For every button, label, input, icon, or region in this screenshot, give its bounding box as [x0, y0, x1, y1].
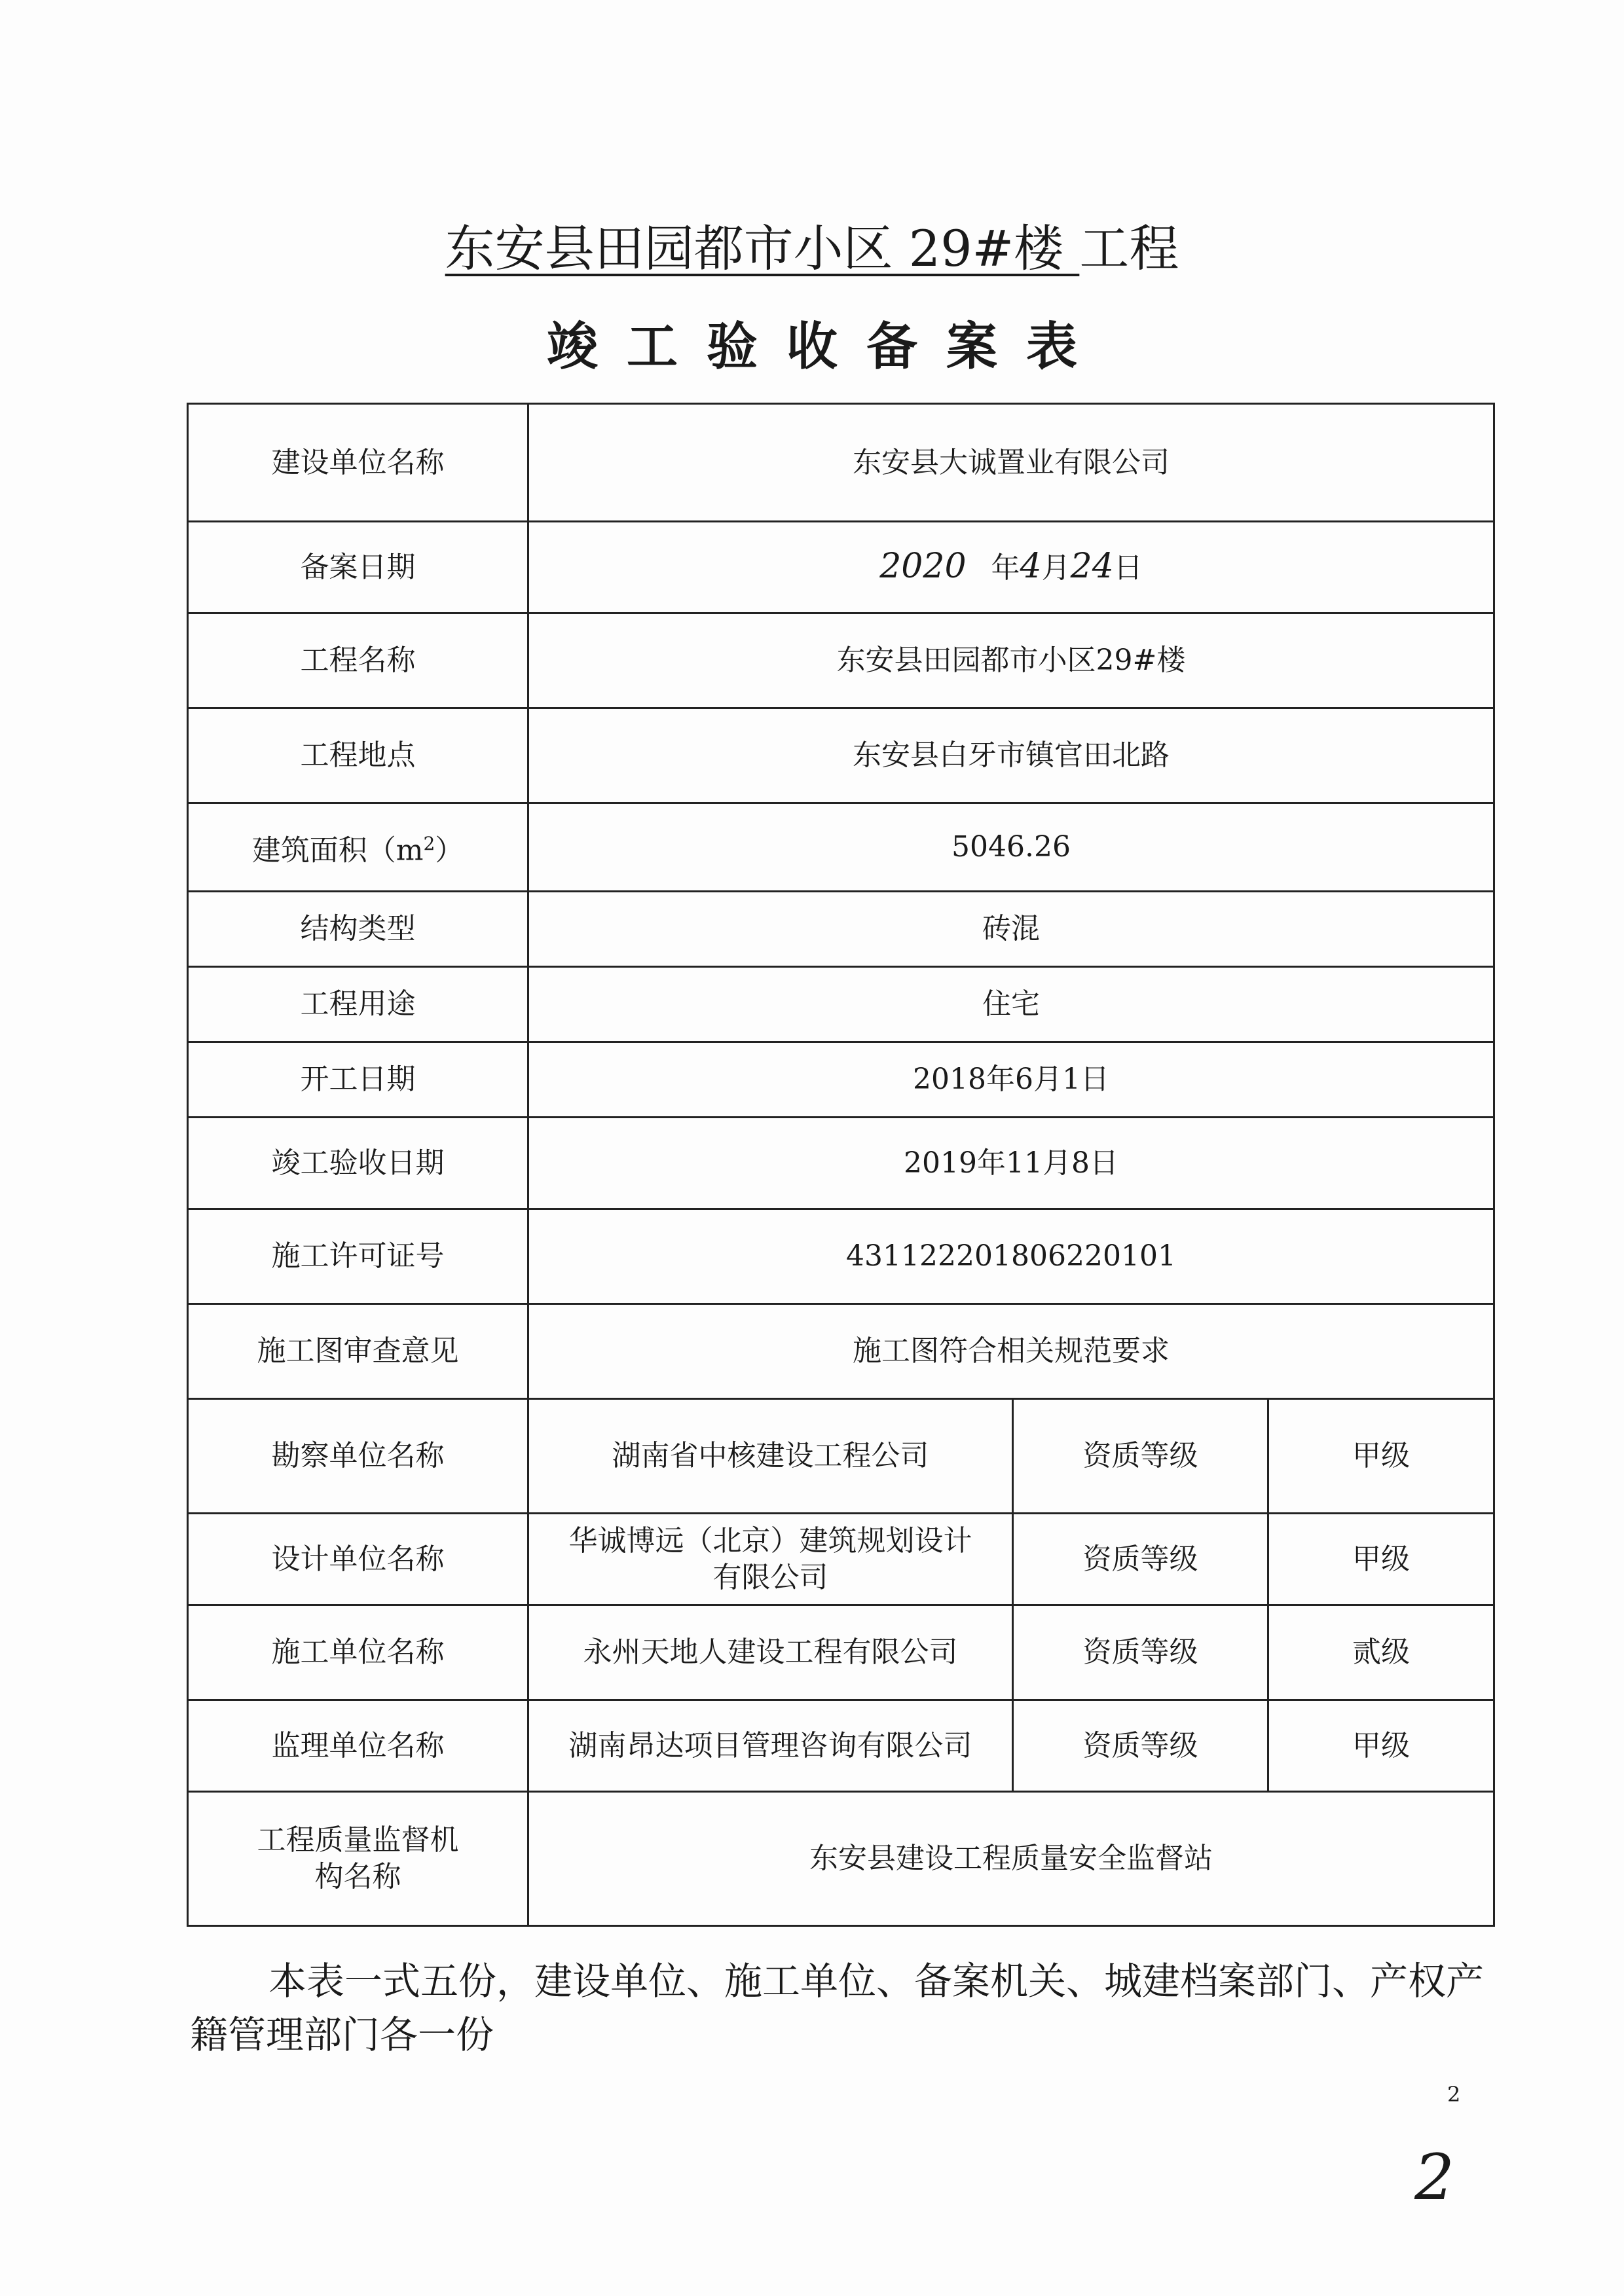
handwritten-page-number: 2 [1414, 2141, 1455, 2214]
table-row [188, 708, 1494, 803]
value-supervision-unit: 湖南昂达项目管理咨询有限公司 [528, 1700, 1013, 1792]
table-row [188, 1209, 1494, 1304]
page-number: 2 [1447, 2082, 1461, 2107]
label-project-location: 工程地点 [188, 708, 528, 803]
value-completion-date: 2019年11月8日 [528, 1118, 1494, 1209]
label-quality-supervision: 工程质量监督机构名称 [188, 1792, 528, 1926]
value-permit-number: 431122201806220101 [528, 1209, 1494, 1304]
value-design-unit: 华诚博远（北京）建筑规划设计有限公司 [528, 1514, 1013, 1605]
label-design-unit: 设计单位名称 [188, 1514, 528, 1605]
value-survey-grade: 甲级 [1268, 1399, 1494, 1514]
label-filing-date: 备案日期 [188, 522, 528, 613]
value-drawing-review: 施工图符合相关规范要求 [528, 1304, 1494, 1399]
project-title: 东安县田园都市小区 29#楼 [445, 219, 1080, 278]
value-survey-unit: 湖南省中核建设工程公司 [528, 1399, 1013, 1514]
value-construction-grade: 贰级 [1268, 1605, 1494, 1700]
label-construction-unit: 建设单位名称 [188, 404, 528, 522]
label-survey-unit: 勘察单位名称 [188, 1399, 528, 1514]
filing-date-day: 24 [1070, 547, 1114, 586]
value-construction-unit: 东安县大诚置业有限公司 [528, 404, 1494, 522]
value-project-name: 东安县田园都市小区29#楼 [528, 613, 1494, 708]
filing-date-year: 2020 [879, 547, 967, 586]
value-start-date: 2018年6月1日 [528, 1042, 1494, 1118]
filing-date-month-unit: 月 [1041, 551, 1071, 585]
copies-note: 本表一式五份，建设单位、施工单位、备案机关、城建档案部门、产权产籍管理部门各一份 [190, 1959, 1485, 2057]
label-building-area-sup: 2 [423, 832, 435, 854]
label-structure-type: 结构类型 [188, 892, 528, 967]
project-title-suffix: 工程 [1079, 219, 1179, 278]
label-project-name: 工程名称 [188, 613, 528, 708]
form-subtitle: 竣工验收备案表 [546, 317, 1106, 376]
table-row [188, 892, 1494, 967]
document-title [0, 216, 1624, 282]
table-row [188, 1605, 1494, 1700]
value-supervision-grade: 甲级 [1268, 1700, 1494, 1792]
label-construction-grade: 资质等级 [1013, 1605, 1268, 1700]
label-building-area-text: 建筑面积（m [251, 833, 424, 867]
label-supervision-grade: 资质等级 [1013, 1700, 1268, 1792]
filing-form-table [187, 403, 1495, 1927]
label-survey-grade: 资质等级 [1013, 1399, 1268, 1514]
value-building-area: 5046.26 [528, 803, 1494, 892]
value-project-location: 东安县白牙市镇官田北路 [528, 708, 1494, 803]
label-drawing-review: 施工图审查意见 [188, 1304, 528, 1399]
table-row [188, 613, 1494, 708]
filing-date-day-unit: 日 [1113, 551, 1143, 585]
label-start-date: 开工日期 [188, 1042, 528, 1118]
filing-date-month: 4 [1020, 547, 1042, 586]
table-row [188, 1792, 1494, 1926]
value-design-grade: 甲级 [1268, 1514, 1494, 1605]
label-design-grade: 资质等级 [1013, 1514, 1268, 1605]
table-row [188, 1514, 1494, 1605]
value-quality-supervision: 东安县建设工程质量安全监督站 [528, 1792, 1494, 1926]
table-row [188, 1304, 1494, 1399]
filing-date-year-unit: 年 [991, 551, 1020, 585]
value-construction-contractor: 永州天地人建设工程有限公司 [528, 1605, 1013, 1700]
label-construction-contractor: 施工单位名称 [188, 1605, 528, 1700]
table-row [188, 1399, 1494, 1514]
table-row [188, 1700, 1494, 1792]
value-project-usage: 住宅 [528, 967, 1494, 1042]
label-permit-number: 施工许可证号 [188, 1209, 528, 1304]
label-supervision-unit: 监理单位名称 [188, 1700, 528, 1792]
table-row [188, 1042, 1494, 1118]
table-row [188, 1118, 1494, 1209]
table-row [188, 404, 1494, 522]
label-building-area [188, 803, 528, 892]
label-building-area-suffix: ） [435, 833, 464, 867]
label-completion-date: 竣工验收日期 [188, 1118, 528, 1209]
value-filing-date [528, 522, 1494, 613]
label-project-usage: 工程用途 [188, 967, 528, 1042]
value-structure-type: 砖混 [528, 892, 1494, 967]
table-row [188, 803, 1494, 892]
table-row [188, 522, 1494, 613]
table-row [188, 967, 1494, 1042]
